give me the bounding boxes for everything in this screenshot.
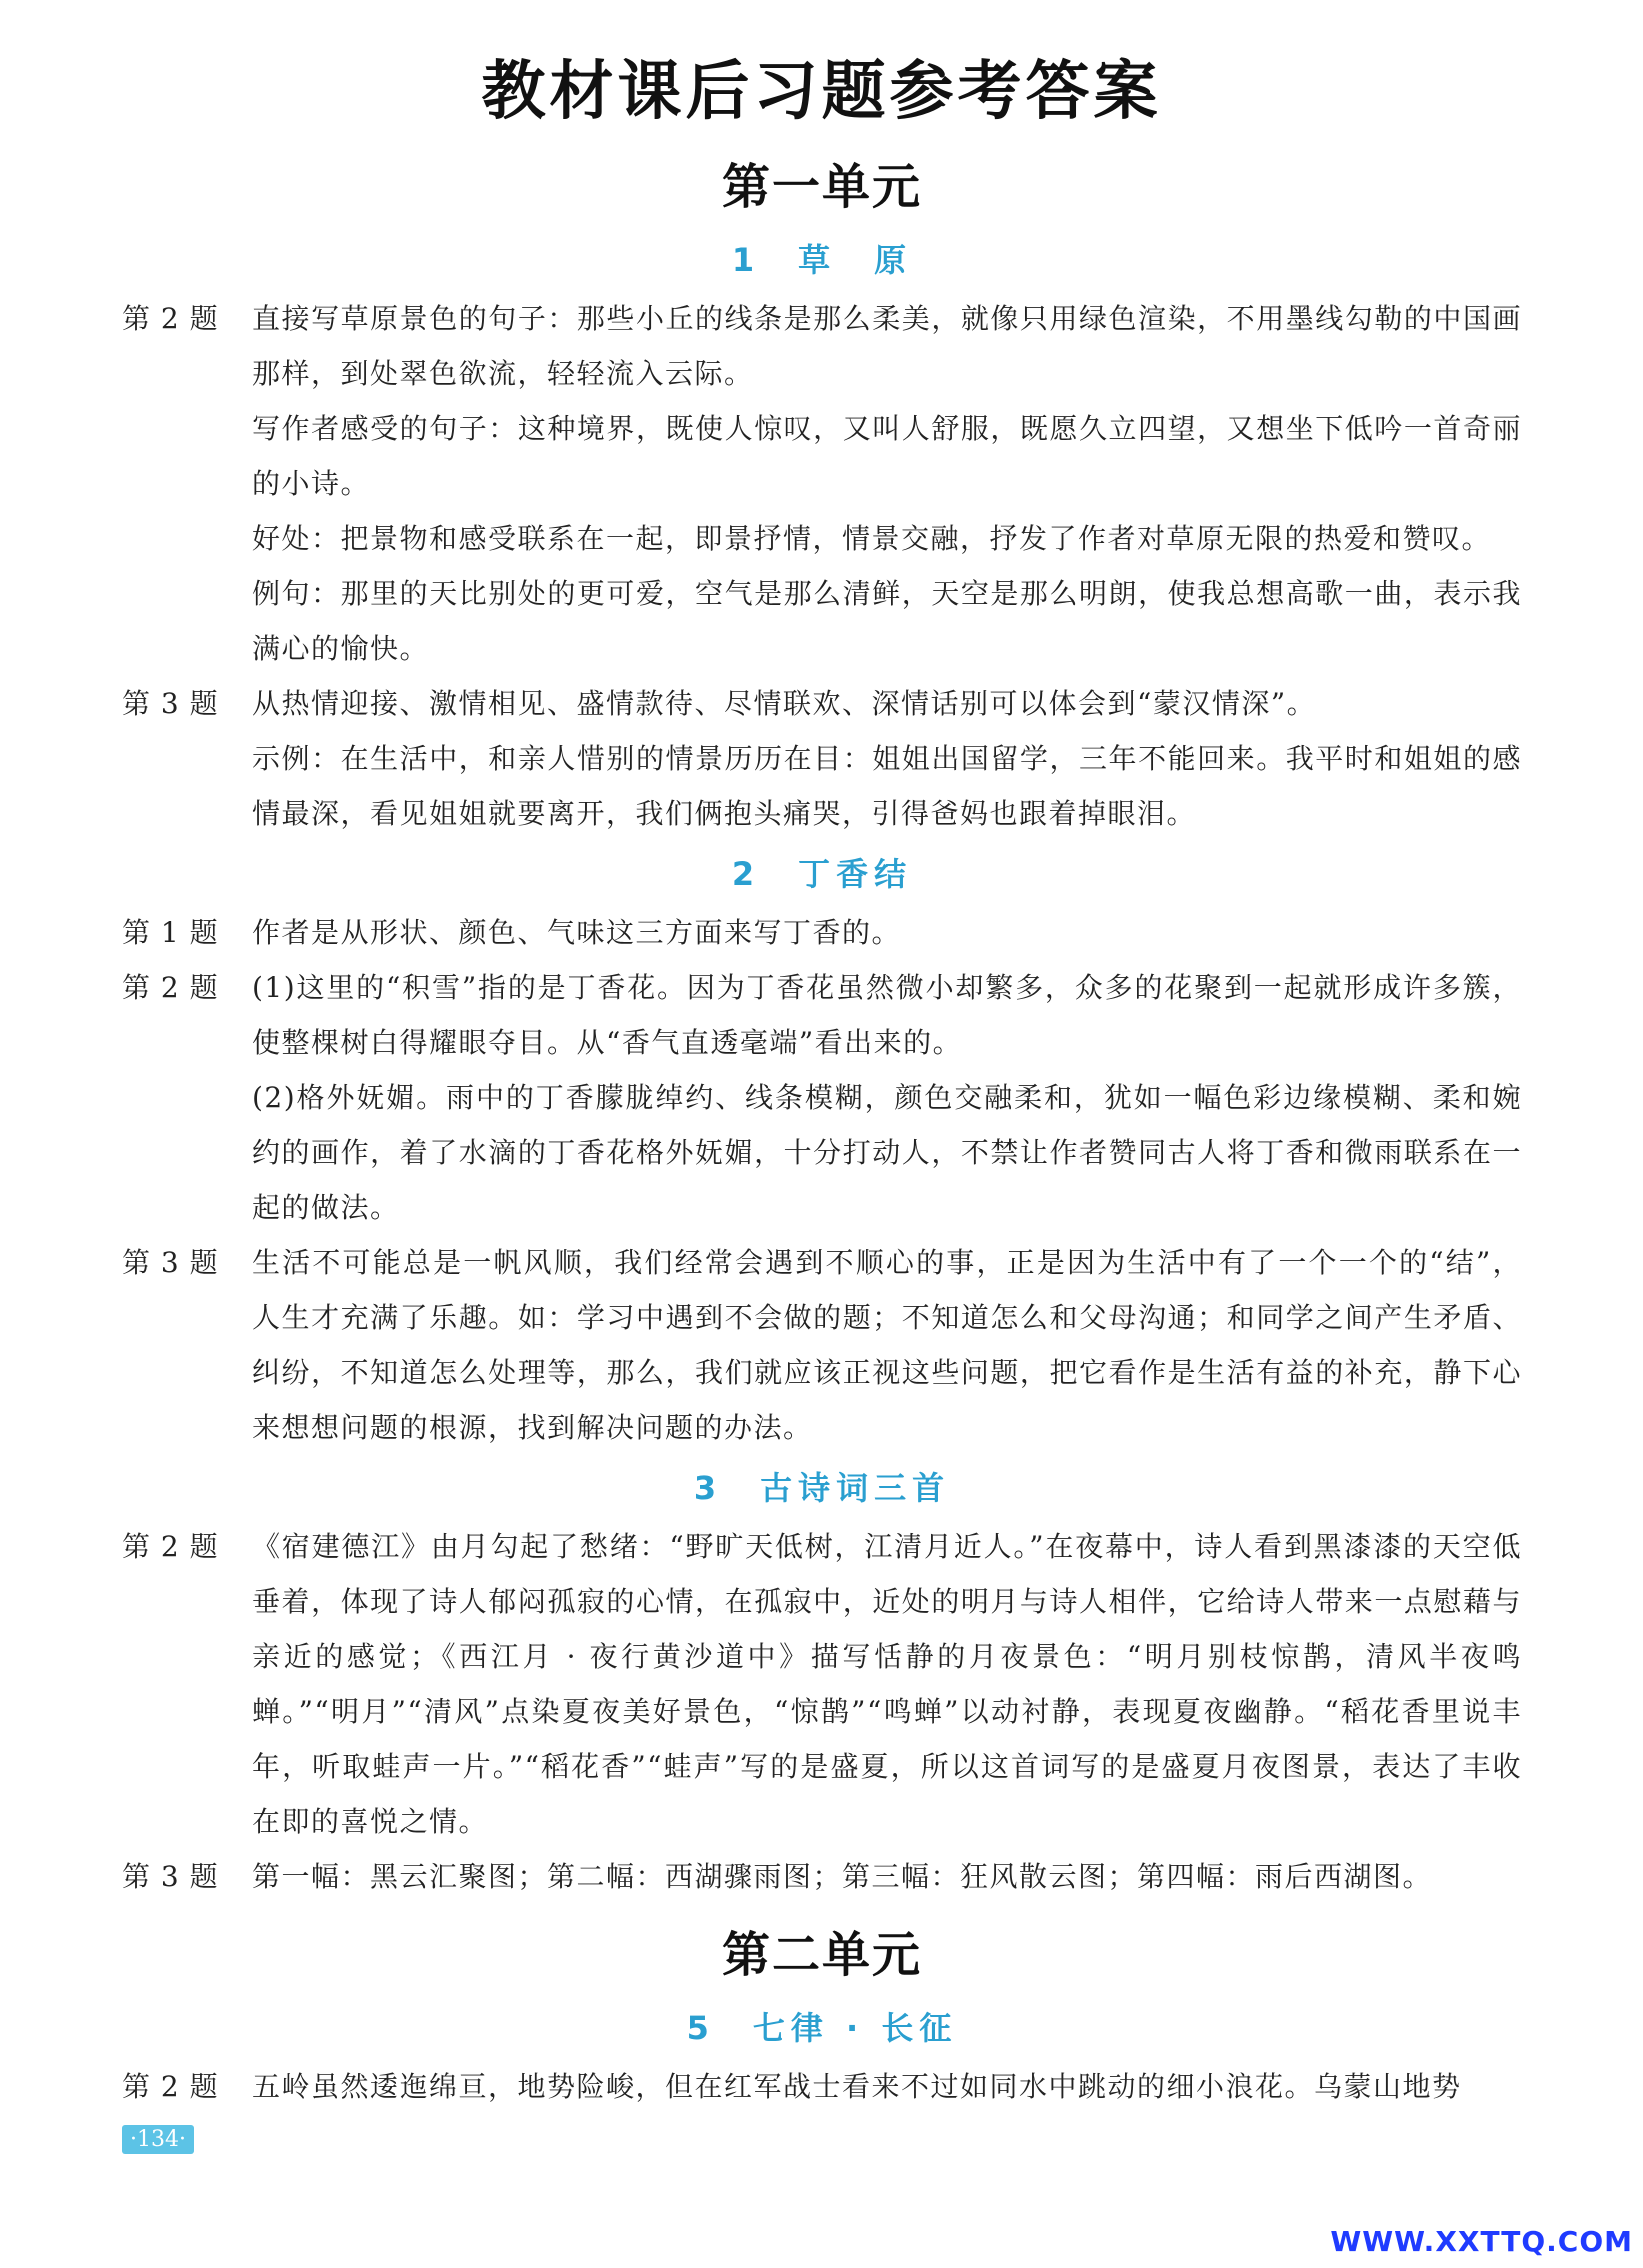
answer-paragraph: 生活不可能总是一帆风顺，我们经常会遇到不顺心的事，正是因为生活中有了一个一个的“结”，人生才充满了乐趣。如：学习中遇到不会做的题；不知道怎么和父母沟通；和同学之间产生矛盾、纠纷，不知道怎么处理等，那么，我们就应该正视这些问题，把它看作是生活有益的补充，静下心来想想问题的根源，找到解决问题的办法。: [252, 1246, 1522, 1444]
question-label: 第 1 题: [122, 916, 219, 949]
question-row: [122, 1849, 1522, 1904]
answer-paragraph: (1)这里的“积雪”指的是丁香花。因为丁香花虽然微小却繁多，众多的花聚到一起就形成许多簇，使整棵树白得耀眼夺目。从“香气直透毫端”看出来的。: [252, 971, 1522, 1059]
question-row: [122, 2059, 1522, 2114]
answer-paragraph: 好处：把景物和感受联系在一起，即景抒情，情景交融，抒发了作者对草原无限的热爱和赞叹。: [252, 522, 1492, 555]
question-answer: [252, 1849, 1522, 1904]
question-answer: [252, 291, 1522, 676]
page-number: ·134·: [122, 2125, 194, 2154]
question-label: 第 3 题: [122, 1860, 219, 1893]
question-row: [122, 905, 1522, 960]
question-answer: [252, 1235, 1522, 1455]
answer-paragraph: 示例：在生活中，和亲人惜别的情景历历在目：姐姐出国留学，三年不能回来。我平时和姐姐的感情最深，看见姐姐就要离开，我们俩抱头痛哭，引得爸妈也跟着掉眼泪。: [252, 742, 1522, 830]
watermark-text: WWW.XXTTQ.COM: [1330, 2225, 1633, 2258]
unit-title: 第二单元: [721, 1927, 922, 1983]
answer-paragraph: 例句：那里的天比别处的更可爱，空气是那么清鲜，天空是那么明朗，使我总想高歌一曲，表示我满心的愉快。: [252, 577, 1522, 665]
answer-paragraph: 《宿建德江》由月勾起了愁绪：“野旷天低树，江清月近人。”在夜幕中，诗人看到黑漆漆的天空低垂着，体现了诗人郁闷孤寂的心情，在孤寂中，近处的明月与诗人相伴，它给诗人带来一点慰藉与亲近的感觉；《西江月 · 夜行黄沙道中》描写恬静的月夜景色：“明月别枝惊鹊，清风半夜鸣蝉。”“明月”“清风”点染夏夜美好景色，“惊鹊”“鸣蝉”以动衬静，表现夏夜幽静。“稻花香里说丰年，听取蛙声一片。”“稻花香”“蛙声”写的是盛夏，所以这首词写的是盛夏月夜图景，表达了丰收在即的喜悦之情。: [252, 1530, 1522, 1838]
answer-paragraph: 直接写草原景色的句子：那些小丘的线条是那么柔美，就像只用绿色渲染，不用墨线勾勒的中国画那样，到处翠色欲流，轻轻流入云际。: [252, 302, 1522, 390]
question-answer: [252, 905, 1522, 960]
question-row: [122, 960, 1522, 1235]
answer-paragraph: 写作者感受的句子：这种境界，既使人惊叹，又叫人舒服，既愿久立四望，又想坐下低吟一首奇丽的小诗。: [252, 412, 1522, 500]
question-answer: [252, 1519, 1522, 1849]
unit-title: 第一单元: [721, 159, 922, 215]
question-row: [122, 291, 1522, 676]
lesson-title: 1 草 原: [731, 241, 913, 279]
question-row: [122, 1519, 1522, 1849]
question-answer: [252, 676, 1522, 841]
question-answer: [252, 960, 1522, 1235]
question-label: 第 3 题: [122, 1246, 219, 1279]
question-label: 第 2 题: [122, 2070, 219, 2103]
answer-paragraph: (2)格外妩媚。雨中的丁香朦胧绰约、线条模糊，颜色交融柔和，犹如一幅色彩边缘模糊、柔和婉约的画作，着了水滴的丁香花格外妩媚，十分打动人，不禁让作者赞同古人将丁香和微雨联系在一起的做法。: [252, 1081, 1522, 1224]
answer-paragraph: 五岭虽然逶迤绵亘，地势险峻，但在红军战士看来不过如同水中跳动的细小浪花。乌蒙山地势: [252, 2070, 1462, 2103]
lesson-title: 5 七律 · 长征: [686, 2009, 958, 2047]
question-label: 第 2 题: [122, 302, 219, 335]
lesson-title: 2 丁香结: [731, 855, 913, 893]
question-row: [122, 676, 1522, 841]
question-answer: [252, 2059, 1522, 2114]
answer-content: [122, 136, 1522, 2114]
question-label: 第 2 题: [122, 971, 219, 1004]
answer-paragraph: 作者是从形状、颜色、气味这三方面来写丁香的。: [252, 916, 902, 949]
lesson-title: 3 古诗词三首: [693, 1469, 951, 1507]
question-row: [122, 1235, 1522, 1455]
page-title: 教材课后习题参考答案: [481, 55, 1162, 129]
answer-paragraph: 从热情迎接、激情相见、盛情款待、尽情联欢、深情话别可以体会到“蒙汉情深”。: [252, 687, 1317, 720]
answer-paragraph: 第一幅：黑云汇聚图；第二幅：西湖骤雨图；第三幅：狂风散云图；第四幅：雨后西湖图。: [252, 1860, 1433, 1893]
question-label: 第 2 题: [122, 1530, 219, 1563]
question-label: 第 3 题: [122, 687, 219, 720]
